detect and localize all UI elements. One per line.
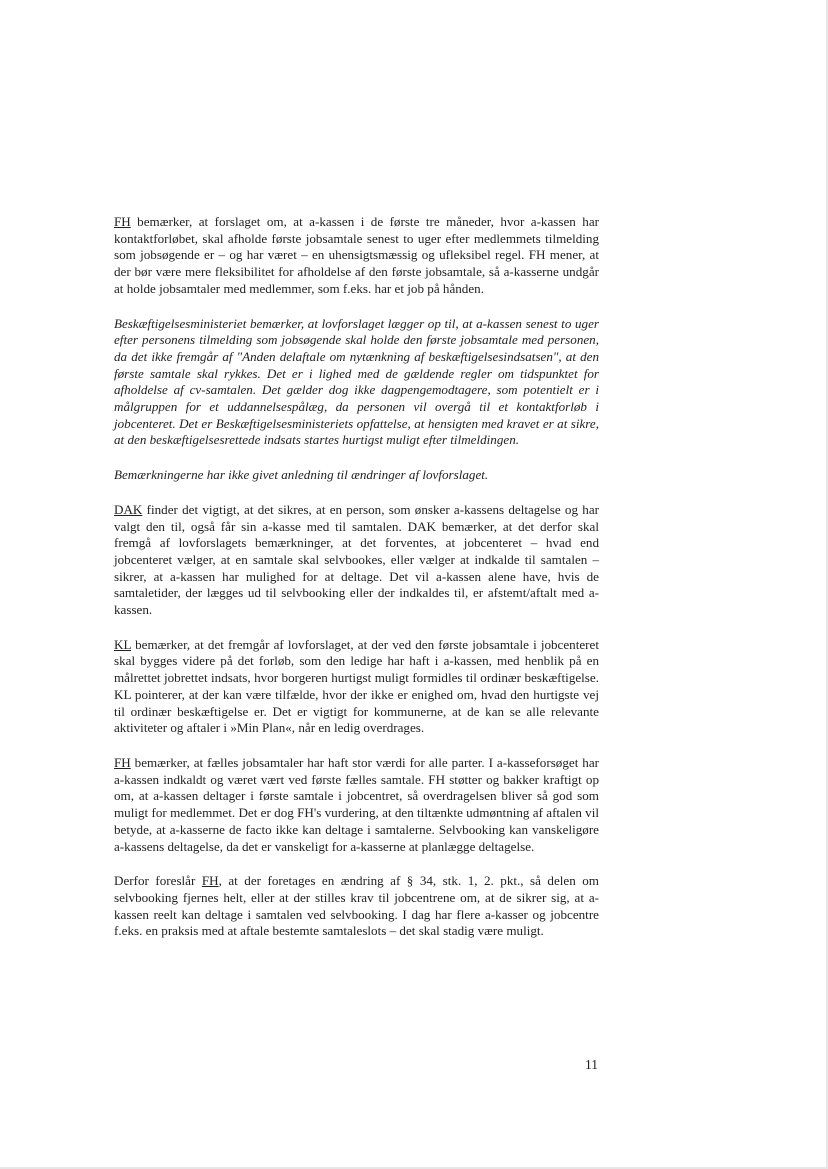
paragraph-text: finder det vigtigt, at det sikres, at en person, som ønsker a-kassens deltagelse og har valgt den til, også får sin a-kasse med til samtalen. DAK bemærker, at det derfor skal fremgå af lovforslagets bemærkninger, at det forventes, at jobcenteret – hvad end jobcenteret vælger, at en samtale skal selvbookes, eller vælger at indkalde til samtalen – sikrer, at a-kassen har mulighed for at deltage. Det vil a-kassen alene have, hvis de samtaletider, der lægges ud til selvbooking eller der indkaldes til, er afstemt/aftalt med a-kassen. [114, 501, 599, 618]
org-abbreviation-dak: DAK [114, 501, 143, 517]
paragraph-fh-joint-interviews [114, 755, 599, 855]
paragraph-fh-proposal [114, 873, 599, 940]
body-text [114, 214, 599, 958]
paragraph-kl [114, 637, 599, 737]
paragraph-fh-first-interview [114, 214, 599, 298]
paragraph-dak [114, 502, 599, 619]
paragraph-text: bemærker, at det fremgår af lovforslaget, at der ved den første jobsamtale i jobcenteret skal bygges videre på det forløb, som den ledige har haft i a-kassen, med henblik på en målrettet jobrettet indsats, hvor borgeren hurtigst muligt formidles til ordinær beskæftigelse. KL pointerer, at der kan være tilfælde, hvor der ikke er enighed om, hvad den hurtigste vej til ordinær beskæftigelse er. Det er vigtigt for kommunerne, at de kan se alle relevante aktiviteter og aftaler i »Min Plan«, når en ledig overdrages. [114, 636, 599, 736]
org-abbreviation-fh: FH [201, 873, 219, 889]
paragraph-text: bemærker, at forslaget om, at a-kassen i de første tre måneder, hvor a-kassen har kontaktforløbet, skal afholde første jobsamtale senest to uger efter medlemmets tilmelding som jobsøgende er – og har været – en uhensigtsmæssig og ufleksibel regel. FH mener, at der bør være mere fleksibilitet for afholdelse af den første jobsamtale, så a-kasserne undgår at holde jobsamtaler med medlemmer, som f.eks. har et job på hånden. [114, 214, 599, 296]
org-abbreviation-fh: FH [114, 754, 131, 770]
ministry-conclusion-paragraph: Bemærkningerne har ikke givet anledning til ændringer af lovforslaget. [114, 467, 489, 483]
paragraph-text: , at der foretages en ændring af § 34, stk. 1, 2. pkt., så delen om selvbooking fjernes helt, eller at der stilles krav til jobcentrene om, at de sikrer sig, at a-kassen reelt kan deltage i samtalen ved selvbooking. I dag har flere a-kasser og jobcentre f.eks. en praksis med at aftale bestemte samtaleslots – det skal stadig være muligt. [114, 873, 599, 939]
paragraph-prefix: Derfor foreslår [114, 873, 202, 889]
org-abbreviation-kl: KL [114, 636, 131, 652]
page-number: 11 [585, 1057, 598, 1072]
ministry-response-paragraph: Beskæftigelsesministeriet bemærker, at lovforslaget lægger op til, at a-kassen senest to uger efter personens tilmelding som jobsøgende skal holde den første jobsamtale med personen, da det ikke fremgår af "Anden delaftale om nytænkning af beskæftigelsesindsatsen", at den første samtale skal rykkes. Det er i lighed med de gældende regler om tidspunktet for afholdelse af cv-samtalen. Det gælder dog ikke dagpengemodtagere, som potentielt er i målgruppen for et uddannelsespålæg, da personen vil overgå til et kontaktforløb i jobcenteret. Det er Beskæftigelsesministeriets opfattelse, at hensigten med kravet er at sikre, at den beskæftigelsesrettede indsats startes hurtigst muligt efter tilmeldingen. [114, 315, 599, 448]
org-abbreviation-fh: FH [114, 214, 131, 229]
paragraph-text: bemærker, at fælles jobsamtaler har haft stor værdi for alle parter. I a-kasseforsøget har a-kassen indkaldt og været vært ved første fælles samtale. FH støtter og bakker kraftigt op om, at a-kassen deltager i første samtale i jobcentret, så overdragelsen bliver så god som muligt for medlemmet. Det er dog FH's vurdering, at den tiltænkte udmøntning af aftalen vil betyde, at a-kasserne de facto ikke kan deltage i samtalerne. Selvbooking kan vanskeligøre a-kassens deltagelse, da det er vanskeligt for a-kasserne at planlægge deltagelse. [114, 754, 599, 854]
